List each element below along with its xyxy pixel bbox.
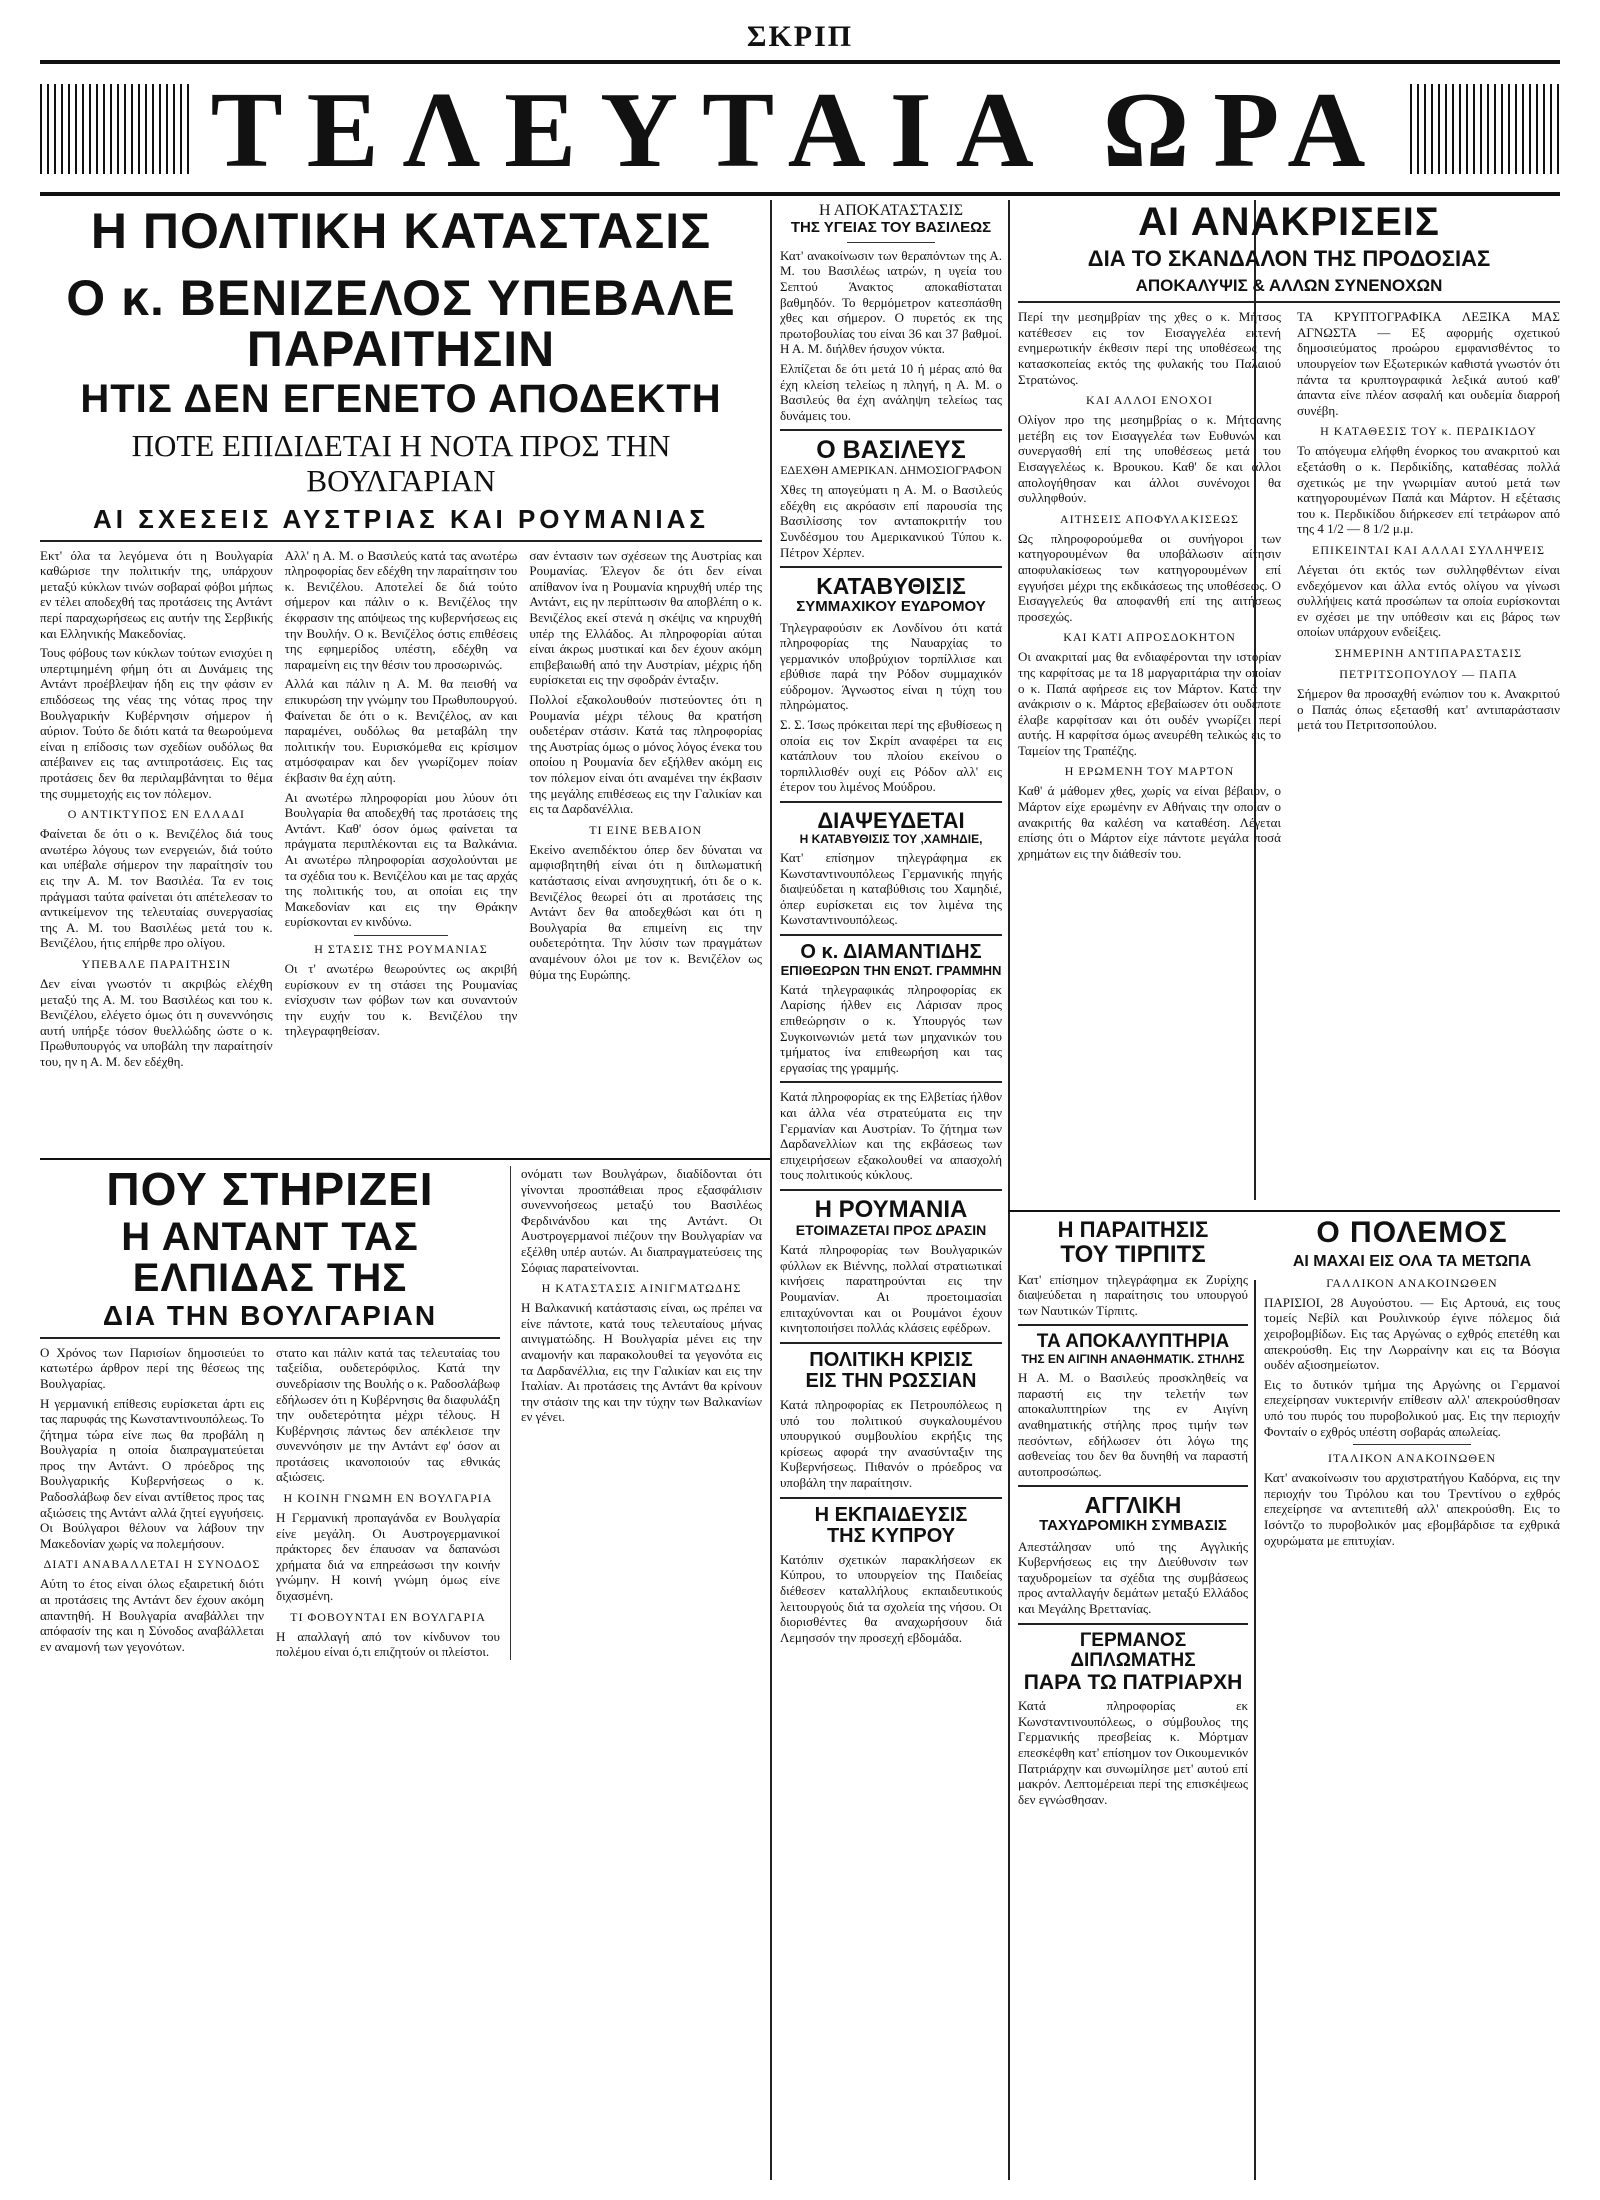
section-title: ΤΕΛΕΥΤΑΙΑ ΩΡΑ [210,71,1390,190]
entente-column-1 [40,1345,264,1660]
headline: ΚΑΤΑΒΥΘΙΣΙΣ [816,573,966,600]
paragraph: Η απαλλαγή από τον κίνδυνον του πολέμου είναι ό,τι επιζητούν οι πλείστοι. [276,1628,500,1660]
headline: Η ΕΚΠΑΙΔΕΥΣΙΣ [814,1503,968,1526]
subhead: ΣΗΜΕΡΙΝΗ ΑΝΤΙΠΑΡΑΣΤΑΣΙΣ [1334,645,1523,660]
headline: Η ΑΠΟΚΑΤΑΣΤΑΣΙΣ [818,202,964,219]
paragraph: Κατόπιν σχετικών παρακλήσεων εκ Κύπρου, το υπουργείον της Παιδείας διέθεσεν καταλλήλους εκπαιδευτικούς λειτουργούς διά τα σχολεία της νήσου. Οι διορισθέντες θα αναχωρήσουν διά Λεμησσόν την προσεχή εβδομάδα. [780,1551,1002,1645]
paragraph: Καθ' ά μάθομεν χθες, χωρίς να είναι βέβαιον, ο Μάρτον είχε ερωμένην εν Αθήναις την οποίαν ο ανακριτής θα καλέση να καταθέση. Λέγεται επίσης ότι ο Μάρτον είχε πάντοτε μεγάλα ποσά χρημάτων εις την διάθεσίν του. [1018,783,1281,861]
inquiries-subheadline: ΔΙΑ ΤΟ ΣΚΑΝΔΑΛΟΝ ΤΗΣ ΠΡΟΔΟΣΙΑΣ [1087,245,1491,271]
divider [1018,301,1560,303]
divider [847,242,936,243]
paragraph: Τηλεγραφούσιν εκ Λονδίνου ότι κατά πληροφορίας της Ναυαρχίας το γερμανικόν υποβρύχιον τορπίλλισε και εβύθισε παρά την Ρόδον συμμαχικόν εύδρομον. Άγνωστος είναι η τύχη του πληρώματος. [780,619,1002,713]
paragraph: Αύτη το έτος είναι όλως εξαιρετική διότι αι προτάσεις της Αντάντ δεν έχουν ακόμη απαντηθή. Η Βουλγαρία αναβάλλει την απόφασίν της και η Σύνοδος αναβάλλεται εν αναμονή των γεγονότων. [40,1576,264,1654]
paragraph: Σ. Σ. Ίσως πρόκειται περί της εβυθίσεως η οποία εις τον Σκρίπ αναφέρει τα εις κατάπλουν του πλοίου εκείνου ο τορπιλλισθέν ουχί εις Ρόδον αλλ' εις έτερον του λιμένος Μούδρου. [780,717,1002,795]
headline: ΓΕΡΜΑΝΟΣ ΔΙΠΛΩΜΑΤΗΣ [1070,1629,1196,1672]
subhead: Η ΣΤΑΣΙΣ ΤΗΣ ΡΟΥΜΑΝΙΑΣ [314,941,488,956]
paragraph: Κατά πληροφορίας εκ της Ελβετίας ήλθον και άλλα νέα στρατεύματα εις την Γερμανίαν και Αυστρίαν. Το ζήτημα των Δαρδανελλίων και της εκβάσεως των επιχειρήσεων εξακολουθεί να απασχολή τους πολιτικούς κύκλους. [780,1089,1002,1183]
paragraph: Φαίνεται δε ότι ο κ. Βενιζέλος διά τους ανωτέρω λόγους των ενεργειών, διά τούτο και υπέβαλε σήμερον την παραίτησίν του εις την Α. Μ. τον Βασιλέα. Τα εν τοις πράγμασι ταύτα φαίνεται ότι απέτελεσαν το αντικείμενον της τελευταίας συνεργασίας της Α. Μ. του Βασιλέως μετά του κ. Βενιζέλου, ήτις επήρθε προ ολίγου. [40,826,273,951]
inquiries-headline: ΑΙ ΑΝΑΚΡΙΣΕΙΣ [1138,202,1440,244]
subhead: ΕΠΙΚΕΙΝΤΑΙ ΚΑΙ ΑΛΛΑΙ ΣΥΛΛΗΨΕΙΣ [1312,542,1545,557]
subheadline: Η ΚΑΤΑΒΥΘΙΣΙΣ ΤΟΥ ,ΧΑΜΗΔΙΕ, [799,831,983,846]
entente-main [40,1166,510,1660]
paragraph: Οι τ' ανωτέρω θεωρούντες ως ακριβή ευρίσκουν εν τη στάσει της Ρουμανίας ενίσχυσιν των φόβων των και συναντούν την ευχήν του κ. Βενιζέλου την τηλεγραφηθείσαν. [284,960,518,1039]
paragraph: Κατ' επίσημον τηλεγράφημα εκ Ζυρίχης διαψεύδεται η παραίτησις του υπουργού των Ναυτικών Τίρπιτς. [1018,1271,1248,1318]
subheadline: ΤΗΣ ΥΓΕΙΑΣ ΤΟΥ ΒΑΣΙΛΕΩΣ [790,219,992,237]
paragraph: Εκτ' όλα τα λεγόμενα ότι η Βουλγαρία καθώρισε την πολιτικήν της, υπάρχουν μεταξύ κύκλων τινών σοβαραί φόβοι μήπως εν τέλει αποδεχθή τας προτάσεις της Αντάντ περί παραχωρήσεως εις αυτήν της Σερβικής και Ελληνικής Μακεδονίας. [40,547,273,641]
paragraph: ΤΑ ΚΡΥΠΤΟΓΡΑΦΙΚΑ ΛΕΞΙΚΑ ΜΑΣ ΑΓΝΩΣΤΑ — Εξ αφορμής σχετικού δημοσιεύματος προώρου εμφανισθέντος το υπουργείον των Εξωτερικών καθιστά γνωστόν ότι πάντα τα κρυπτογραφικά λεξικά αυτού καθ' άπαντα είνε πλέον ασφαλή και ουδεμία διαρροή συνέβη. [1297,309,1560,418]
divider [780,566,1002,568]
divider [780,934,1002,936]
paragraph: Χθες τη απογεύματι η Α. Μ. ο Βασιλεύς εδέχθη εις ακρόασιν επί παρουσία της Βασιλίσσης τον ανταποκριτήν του Συνδέσμου του Αμερικανικού Τύπου κ. Πέτρον Χέρπεν. [780,482,1002,560]
divider [780,1081,1002,1083]
subhead: ΥΠΕΒΑΛΕ ΠΑΡΑΙΤΗΣΙΝ [81,956,232,971]
paragraph: Ολίγον προ της μεσημβρίας ο κ. Μήτσανης μετέβη εις τον Εισαγγελέα των Ευθυνών και συνεργασθή επί της υποθέσεως μετά του Εισαγγελέως κ. Βρουκου. Καθ' δε και άλλοι απολογήθησαν και άλλοι συνένοχοι θα συλληφθούν. [1018,412,1281,506]
paragraph: Πολλοί εξακολουθούν πιστεύοντες ότι η Ρουμανία μέχρι τέλους θα κρατήση ουδετέραν στάσιν. Κατά τας πληροφορίας της Αυστρίας όμως ο μόνος λόγος ένεκα του οποίου η Ρουμανία δεν εξήλθεν ακόμη εις τον πόλεμον είναι ότι αναμένει την έκβασιν της μεγάλης επιθέσεως εις την Γαλικίαν και εις τα Δαρδανέλλια. [529,692,762,817]
war-column [1264,1218,1560,2173]
headline: Ο ΒΑΣΙΛΕΥΣ [816,436,966,465]
paragraph: στατο και πάλιν κατά τας τελευταίας του ταξείδια, ουδετερόφιλος. Κατά την συνεδρίασιν της Βουλής ο κ. Ραδοσλάβωφ εδήλωσεν ότι η Κυβέρνησις θα διαφυλάξη την ουδετερότητα μέχρι τέλους. Η Κυβέρνησις πάντως δεν απέκλεισε την συνεννόησιν με την Αντάντ εφ' όσον αι προτάσεις ικανοποιούν τας εθνικάς αξιώσεις. [276,1344,500,1485]
column-divider [1254,1280,1256,2180]
divider [1018,1485,1248,1487]
paragraph: Το απόγευμα ελήφθη ένορκος του ανακριτού και εξετάσθη ο κ. Περδικίδης, καταθέσας πολλά σχετικώς με την γνωριμίαν αυτού μετά των κατηγορουμένων Παπά και Μάρτον. Η εξέτασις του κ. Περδικίδου διήρκεσεν επί τετράωρον από της 4 1/2 — 8 1/2 μ.μ. [1297,443,1560,537]
entente-story [40,1166,762,2176]
entente-headline-2: Η ΑΝΤΑΝΤ ΤΑΣ ΕΛΠΙΔΑΣ ΤΗΣ [121,1214,419,1300]
subhead: Η ΕΡΩΜΕΝΗ ΤΟΥ ΜΑΡΤΟΝ [1064,764,1235,779]
newspaper-page [40,20,1560,2180]
lead-headline: Ο κ. ΒΕΝΙΖΕΛΟΣ ΥΠΕΒΑΛΕ ΠΑΡΑΙΤΗΣΙΝ [66,270,736,377]
lead-subheadline: ΗΤΙΣ ΔΕΝ ΕΓΕΝΕΤΟ ΑΠΟΔΕΚΤΗ [80,377,722,421]
lead-column-1 [40,548,273,1070]
paragraph: ΠΑΡΙΣΙΟΙ, 28 Αυγούστου. — Εις Αρτουά, εις τους τομείς Νεβίλ και Ρουλινκούρ έγινε πόλεμος διά χειροβομβίδων. Εις τας Αργώνας ο εχθρός επετέθη και απεκρούσθη. Εις την Λωρραίνην και εις τα Βόσγια ουδέν αξιοσημείωτον. [1264,1294,1560,1373]
divider [780,1342,1002,1344]
headline: ΔΙΑΨΕΥΔΕΤΑΙ [817,808,965,834]
masthead-rule-bottom [40,192,1560,196]
subheadline: ΣΥΜΜΑΧΙΚΟΥ ΕΥΔΡΟΜΟΥ [796,598,986,616]
subhead: ΤΙ ΕΙΝΕ ΒΕΒΑΙΟΝ [589,822,703,837]
paragraph: Η Α. Μ. ο Βασιλεύς προσκληθείς να παραστή εις την τελετήν των αποκαλυπτηρίων της εν Αιγίνη αναθηματικής στήλης προς τιμήν των πεσόντων, εδήλωσεν ότι λόγω της ασθενείας του δεν θα δυνηθή να παραστή αυτοπροσώπως. [1018,1370,1248,1479]
divider [1353,1444,1471,1445]
paragraph: Κατ' επίσημον τηλεγράφημα εκ Κωνσταντινουπόλεως Γερμανικής πηγής διαψεύδεται η καταβύθισις του Χαμηδιέ, όπερ ευρίσκεται εις τον λιμένα της Κωνσταντινουπόλεως. [780,849,1002,928]
paragraph: Κατά πληροφορίας εκ Πετρουπόλεως η υπό του πολιτικού συγκαλουμένου υπουργικού συμβουλίου εκρήξις της κρίσεως αφορά την ανασύνταξιν της Κυβερνήσεως. Πιθανόν ο πρόεδρος να υποβάλη την παραίτησιν. [780,1397,1002,1490]
lead-story [40,202,762,1152]
paragraph: Η Γερμανική προπαγάνδα εν Βουλγαρία είνε μεγάλη. Οι Αυστρογερμανικοί πράκτορες δεν έπαυσαν να δαπανώσι χρήματα διά να επηρεάσωσι την κοινήν γνώμην. Η κοινή γνώμη όμως είνε διχασμένη. [276,1510,500,1604]
news-column-right-middle [1018,1218,1248,2173]
subheadline: ΤΑΧΥΔΡΟΜΙΚΗ ΣΥΜΒΑΣΙΣ [1039,1517,1227,1535]
paragraph: Η Βαλκανική κατάστασις είναι, ως πρέπει να είνε πάντοτε, κατά τους τελευταίους μήνας αινιγματώδης. Η Βουλγαρία μένει εις την αναμονήν και παρακολουθεί τα γεγονότα εις τα Δαρδανέλλια, εις την Γαλικίαν και εις την Ιταλίαν. Αι προτάσεις της Αντάντ θα κρίνουν την στάσιν της και την τύχην των Βαλκανίων εν γένει. [521,1300,762,1425]
inquiries-column-1 [1018,309,1281,861]
headline: Ο κ. ΔΙΑΜΑΝΤΙΔΗΣ [800,940,982,963]
subheadline: ΤΗΣ ΕΝ ΑΙΓΙΝΗ ΑΝΑΘΗΜΑΤΙΚ. ΣΤΗΛΗΣ [1021,1351,1245,1366]
divider [780,429,1002,431]
headline: ΤΑ ΑΠΟΚΑΛΥΠΤΗΡΙΑ [1036,1331,1230,1353]
inquiries-column-2 [1297,309,1560,861]
inquiries-deck: ΑΠΟΚΑΛΥΨΙΣ & ΑΛΛΩΝ ΣΥΝΕΝΟΧΩΝ [1135,275,1443,295]
subhead: Ο ΑΝΤΙΚΤΥΠΟΣ ΕΝ ΕΛΛΑΔΙ [67,807,245,822]
paragraph: Εκείνο ανεπιδέκτου όπερ δεν δύναται να αμφισβητηθή είναι ότι η διπλωματική κατάστασις είναι ανησυχητική, ότι δε ο κ. Βενιζέλος θεωρεί ότι αι προτάσεις της Αντάντ δεν θα αποδεχθώσι και ότι η Βουλγαρία θα επιμείνη εις την ουδετερότητα. Την λύσιν των πραγμάτων αναμένουν όλοι με τον κ. Βενιζέλον ως θύμα της Ευρώπης. [529,841,762,982]
inquiries-story [1018,202,1560,1202]
subheadline: ΕΤΟΙΜΑΖΕΤΑΙ ΠΡΟΣ ΔΡΑΣΙΝ [795,1221,987,1238]
paragraph: Περί την μεσημβρίαν της χθες ο κ. Μήτσος κατέθεσεν εις τον Εισαγγελέα εκτενή ενημερωτικήν έκθεσιν περί της υποθέσεως της κατασκοπείας εκτός της φυλακής του Παλαιού Στρατώνος. [1018,309,1281,387]
subhead: ΚΑΙ ΑΛΛΟΙ ΕΝΟΧΟΙ [1086,393,1213,408]
divider [1018,1324,1248,1326]
section-masthead [40,72,1560,190]
divider [1018,1623,1248,1625]
divider [40,540,762,542]
subhead: ΑΙΤΗΣΕΙΣ ΑΠΟΦΥΛΑΚΙΣΕΩΣ [1059,511,1240,526]
inquiries-body [1018,309,1560,861]
subheadline: ΤΟΥ ΤΙΡΠΙΤΣ [1060,1240,1206,1268]
paragraph: Η γερμανική επίθεσις ευρίσκεται άρτι εις τας παρυφάς της Κωνσταντινουπόλεως. Το ζήτημα τώρα είνε πως θα προβάλη η Βουλγαρία η οποία διαπραγματεύεται προς την Αντάντ. Ο πρόεδρος της Βουλγαρικής Κυβερνήσεως ο κ. Ραδοσλάβωφ δεν είναι αντίθετος προς τας αξιώσεις της Αντάντ αλλά ζητεί εγγυήσεις. Οι Βούλγαροι θέλουν να λάβουν την Μακεδονίαν χωρίς να πολεμήσουν. [40,1395,265,1551]
entente-column-2 [276,1345,500,1660]
paragraph: ονόματι των Βουλγάρων, διαδίδονται ότι γίνονται προσπάθειαι προς εξασφάλισιν συνεννοήσεως μεταξύ του Βασιλέως Φερδινάνδου και της Αντάντ. Οι Αυστρογερμανοί πιέζουν την Βουλγαρίαν να εξέλθη υπέρ αυτών. Αι διαπραγματεύσεις της Σόφιας παρατείνονται. [521,1166,762,1275]
headline: ΑΓΓΛΙΚΗ [1084,1492,1182,1519]
subheadline: ΕΠΙΘΕΩΡΩΝ ΤΗΝ ΕΝΩΤ. ΓΡΑΜΜΗΝ [780,962,1002,978]
subhead: ΓΑΛΛΙΚΟΝ ΑΝΑΚΟΙΝΩΘΕΝ [1326,1275,1498,1290]
paper-name: ΣΚΡΙΠ [746,20,854,53]
subheadline: ΕΔΕΧΘΗ ΑΜΕΡΙΚΑΝ. ΔΗΜΟΣΙΟΓΡΑΦΟΝ [780,463,1002,478]
subheadline: ΤΗΣ ΚΥΠΡΟΥ [826,1525,956,1548]
section-rule [40,1158,770,1160]
paragraph: Απεστάλησαν υπό της Αγγλικής Κυβερνήσεως εις την Διεύθυνσιν των ταχυδρομείων τα σχέδια της συμβάσεως προς ανταλλαγήν δεμάτων μεταξύ Ελλάδος και Μεγάλης Βρεττανίας. [1018,1538,1248,1616]
paragraph: Ως πληροφορούμεθα οι συνήγοροι των κατηγορουμένων θα υποβάλωσιν αίτησιν αποφυλακίσεως των κατηγορουμένων επί εγγυήσει μέχρι της εκδικάσεως της υποθέσεως. Ο Εισαγγελεύς θα αποφανθή επί της αιτήσεως προσεχώς. [1018,530,1281,624]
paragraph: Λέγεται ότι εκτός των συλληφθέντων είναι ενδεχόμενον και άλλα εντός ολίγου να γίνωσι συλλήψεις κατά προσώπων τα οποία ευρίσκονται εν σχέσει με την υπόθεσιν και εις βάρος των οποίων υπάρχουν ενδείξεις. [1297,561,1560,640]
paragraph: Ο Χρόνος των Παρισίων δημοσιεύει το κατωτέρω άρθρον περί της θέσεως της Βουλγαρίας. [40,1344,264,1391]
subhead: Η ΚΟΙΝΗ ΓΝΩΜΗ ΕΝ ΒΟΥΛΓΑΡΙΑ [283,1491,493,1506]
lead-deck: ΠΟΤΕ ΕΠΙΔΙΔΕΤΑΙ Η ΝΟΤΑ ΠΡΟΣ ΤΗΝ ΒΟΥΛΓΑΡΙΑΝ [131,427,671,499]
lead-body [40,548,762,1070]
paragraph: Σήμερον θα προσαχθή ενώπιον του κ. Ανακριτού ο Παπάς όπως εξετασθή κατ' αντιπαράστασιν μετά του Πετριτσοπούλου. [1297,685,1560,733]
headline: Η ΡΟΥΜΑΝΙΑ [814,1195,968,1223]
subhead: Η ΚΑΤΑΣΤΑΣΙΣ ΑΙΝΙΓΜΑΤΩΔΗΣ [541,1281,742,1296]
subhead: Η ΚΑΤΑΘΕΣΙΣ ΤΟΥ κ. ΠΕΡΔΙΚΙΔΟΥ [1320,424,1537,439]
subheadline: ΠΑΡΑ ΤΩ ΠΑΤΡΙΑΡΧΗ [1023,1670,1243,1694]
paragraph: Εις το δυτικόν τμήμα της Αργώνης οι Γερμανοί επεχείρησαν νυκτερινήν επίθεσιν αλλ' απεκρούσθησαν υπό του πυρός του πυροβολικού μας. Εις την περιοχήν Φονταίν ο εχθρός υπέστη σοβαράς απωλείας. [1264,1376,1560,1439]
paragraph: Αλλ' η Α. Μ. ο Βασιλεύς κατά τας ανωτέρω πληροφορίας δεν εδέχθη την παραίτησιν του κ. Βενιζέλου. Αποτελεί δε διά τούτο σήμερον και πάλιν ο κ. Βενιζέλος την έκφρασιν της απόψεως της κυβερνήσεως εις την Βουλήν. Ο κ. Βενιζέλος όστις επιθέσεις της εφημερίδος υπέστη, εδέχθη να παραμείνη εις την θέσιν του προσωρινώς. [284,547,518,672]
paragraph: Αι ανωτέρω πληροφορίαι μου λύουν ότι Βουλγαρία θα αποδεχθή τας προτάσεις της Αντάντ. Καθ' όσον όμως φαίνεται τα πράγματα περιπλέκονται εις τα Βαλκάνια. Αι ανωτέρω πληροφορίαι ασχολούνται με τα σχέδια του κ. Βενιζέλου και με τας αρχάς της πολιτικής του, αι οποίαι εις την Μακεδονίαν και εις την Θράκην ευρίσκονται εν κινδύνω. [284,789,518,930]
subheadline: ΕΙΣ ΤΗΝ ΡΩΣΣΙΑΝ [805,1370,977,1393]
paragraph: Κατά πληροφορίας εκ Κωνσταντινουπόλεως, ο σύμβουλος της Γερμανικής πρεσβείας κ. Μόρτμαν επεσκέφθη κατ' επίσημον τον Οικουμενικόν Πατριάρχην και συνωμίλησε μετ' αυτού επί μακρόν. Λεπτομέρειαι περί της επισκέψεως δεν εγνώσθησαν. [1018,1698,1248,1807]
divider [780,801,1002,803]
paragraph: Δεν είναι γνωστόν τι ακριβώς ελέχθη μεταξύ της Α. Μ. του Βασιλέως και του κ. Βενιζέλου, ελέγετο όμως ότι η συνεννόησις αυτή υπήρξε τόσον θυελλώδης ώστε ο κ. Πρωθυπουργός να υποβάλη την παραίτησίν του, ην η Α. Μ. δεν εδέχθη. [40,975,273,1069]
entente-headline: ΠΟΥ ΣΤΗΡΙΖΕΙ [106,1166,434,1215]
headline: ΠΟΛΙΤΙΚΗ ΚΡΙΣΙΣ [809,1348,973,1371]
subhead: ΚΑΙ ΚΑΤΙ ΑΠΡΟΣΔΟΚΗΤΟΝ [1063,630,1236,645]
paragraph: Κατ' ανακοίνωσιν του αρχιστρατήγου Καδόρνα, εις την περιοχήν του Τιρόλου και του Τρεντίνου ο εχθρός επεχείρησε να αντεπιτεθή αλλ' απεκρούσθη. Εις το Ισόντζο το πυροβολικόν μας εβομβάρδισε τα εχθρικά οχυρώματα με επιτυχίαν. [1264,1470,1560,1548]
paragraph: Κατά τηλεγραφικάς πληροφορίας εκ Λαρίσης ήλθεν εις Λάρισαν προς επιθεώρησιν ο κ. Υπουργός των Συγκοινωνιών μετά των μηχανικών του τμήματος ίνα επιθεωρήση και τας εργασίας της γραμμής. [780,981,1002,1075]
lead-column-2 [285,548,518,1070]
war-headline: Ο ΠΟΛΕΜΟΣ [1316,1218,1508,1249]
war-subheadline: ΑΙ ΜΑΧΑΙ ΕΙΣ ΟΛΑ ΤΑ ΜΕΤΩΠΑ [1292,1252,1532,1270]
divider [354,935,447,936]
paragraph: Κατά πληροφορίας των Βουλγαρικών φύλλων εκ Βιέννης, πολλαί στρατιωτικαί κινήσεις παρατηρούνται εις την Ρουμανίαν. Αι προετοιμασίαι επιταχύνονται και οι Ρουμάνοι έχουν κινητοποιήσει πολλάς κλάσεις εφέδρων. [780,1242,1002,1336]
paragraph: Ελπίζεται δε ότι μετά 10 ή μέρας από θα έχη κλείση τελείως η πληγή, η Α. Μ. ο Βασιλεύς θα έχη ανάληψη τελείως τας δυνάμεις του. [780,361,1002,423]
paragraph: Κατ' ανακοίνωσιν των θεραπόντων της Α. Μ. του Βασιλέως ιατρών, η υγεία του Σεπτού Άνακτος αποκαθίσταται βαθμηδόν. Το θερμόμετρον κατεσπάσθη χθες και σήμερον. Ο πυρετός εκ της πρωτοβουλίας του είναι 36 και 37 βαθμοί. Η Α. Μ. διήλθεν ήσυχον νύκτα. [780,247,1002,357]
paragraph: Τους φόβους των κύκλων τούτων ενισχύει η υπερτιμημένη φήμη ότι αι Δυνάμεις της Αντάντ προέβλεψαν ήδη εις την φάσιν εν επιδόσεως της νέας της νότας προς την Βουλγαρικήν Κυβέρνησιν σήμερον ή αύριον. Τούτο δε διότι κατά τα θεωρούμενα είναι η επίδοσις των σχεδίων ουδόλως θα απέβαινεν εις τας αντιπροτάσεις. Εις τας προτάσεις δεν θα περιλαμβάνηται το θέμα της συμμετοχής εις τον πόλεμον. [40,645,273,801]
subhead: ΤΙ ΦΟΒΟΥΝΤΑΙ ΕΝ ΒΟΥΛΓΑΡΙΑ [290,1609,486,1624]
headline: Η ΠΑΡΑΙΤΗΣΙΣ [1057,1218,1209,1242]
divider [780,1189,1002,1191]
divider [780,1497,1002,1499]
lead-column-3 [529,548,762,1070]
masthead-rule-top [40,60,1560,64]
entente-body [40,1345,500,1660]
divider [40,1337,500,1339]
paragraph: σαν έντασιν των σχέσεων της Αυστρίας και Ρουμανίας. Έλεγον δε ότι δεν είναι απίθανον ίνα η Ρουμανία κηρυχθή υπέρ της Αντάντ, εις ην περίπτωσιν θα αποβλέπη ο κ. Βενιζέλος εκεί στενά η σκέψις να κηρυχθή υπέρ της Ελλάδος. Αι πληροφορίαι αύται είναι άκρως μυστικαί και δεν έχουν ακόμη επιβεβαιωθή από την Αυστρίαν, μέχρις ήδη ευρίσκεται εις την σφοδράν ένταξιν. [529,547,762,688]
subhead: ΔΙΑΤΙ ΑΝΑΒΑΛΛΕΤΑΙ Η ΣΥΝΟΔΟΣ [43,1557,261,1572]
entente-subheadline: ΔΙΑ ΤΗΝ ΒΟΥΛΓΑΡΙΑΝ [102,1299,438,1331]
entente-column-3 [510,1166,762,1660]
lead-deck-2: ΑΙ ΣΧΕΣΕΙΣ ΑΥΣΤΡΙΑΣ ΚΑΙ ΡΟΥΜΑΝΙΑΣ [93,504,709,535]
subhead: ΠΕΤΡΙΤΣΟΠΟΥΛΟΥ — ΠΑΠΑ [1339,666,1518,681]
subhead: ΙΤΑΛΙΚΟΝ ΑΝΑΚΟΙΝΩΘΕΝ [1328,1451,1496,1466]
paragraph: Οι ανακριταί μας θα ενδιαφέρονται την ιστορίαν της καρφίτσας με τα 18 μαργαριτάρια την οποίαν ο κ. Παπά αφήρεσε εις τον Μάρτον. Κατά την ανάκρισιν ο κ. Μάρτος εβεβαίωσεν ότι ουδέποτε έλαβε καρφίτσαν και ότι ουδέν γνωρίζει περί αυτής. Η καρφίτσα όμως ανευρέθη τελικώς εις το Ταμείον της Τραπέζης. [1018,649,1281,758]
paragraph: Αλλά και πάλιν η Α. Μ. θα πεισθή να επικυρώση την γνώμην του Πρωθυπουργού. Φαίνεται δε ότι ο κ. Βενιζέλος, αν και παραμένει, ουδόλως θα μεταβάλη την πολιτικήν του. Ευρισκόμεθα εις κρίσιμον ατμόσφαιραν και δεν γνωρίζομεν ποίαν έκβασιν θα έχη αύτη. [284,676,518,785]
news-column-middle [780,202,1002,2172]
lead-kicker: Η ΠΟΛΙΤΙΚΗ ΚΑΤΑΣΤΑΣΙΣ [90,203,712,259]
column-divider [770,200,772,2180]
column-divider [1008,200,1010,2180]
section-rule [1008,1210,1560,1212]
entente-layout [40,1166,762,1660]
